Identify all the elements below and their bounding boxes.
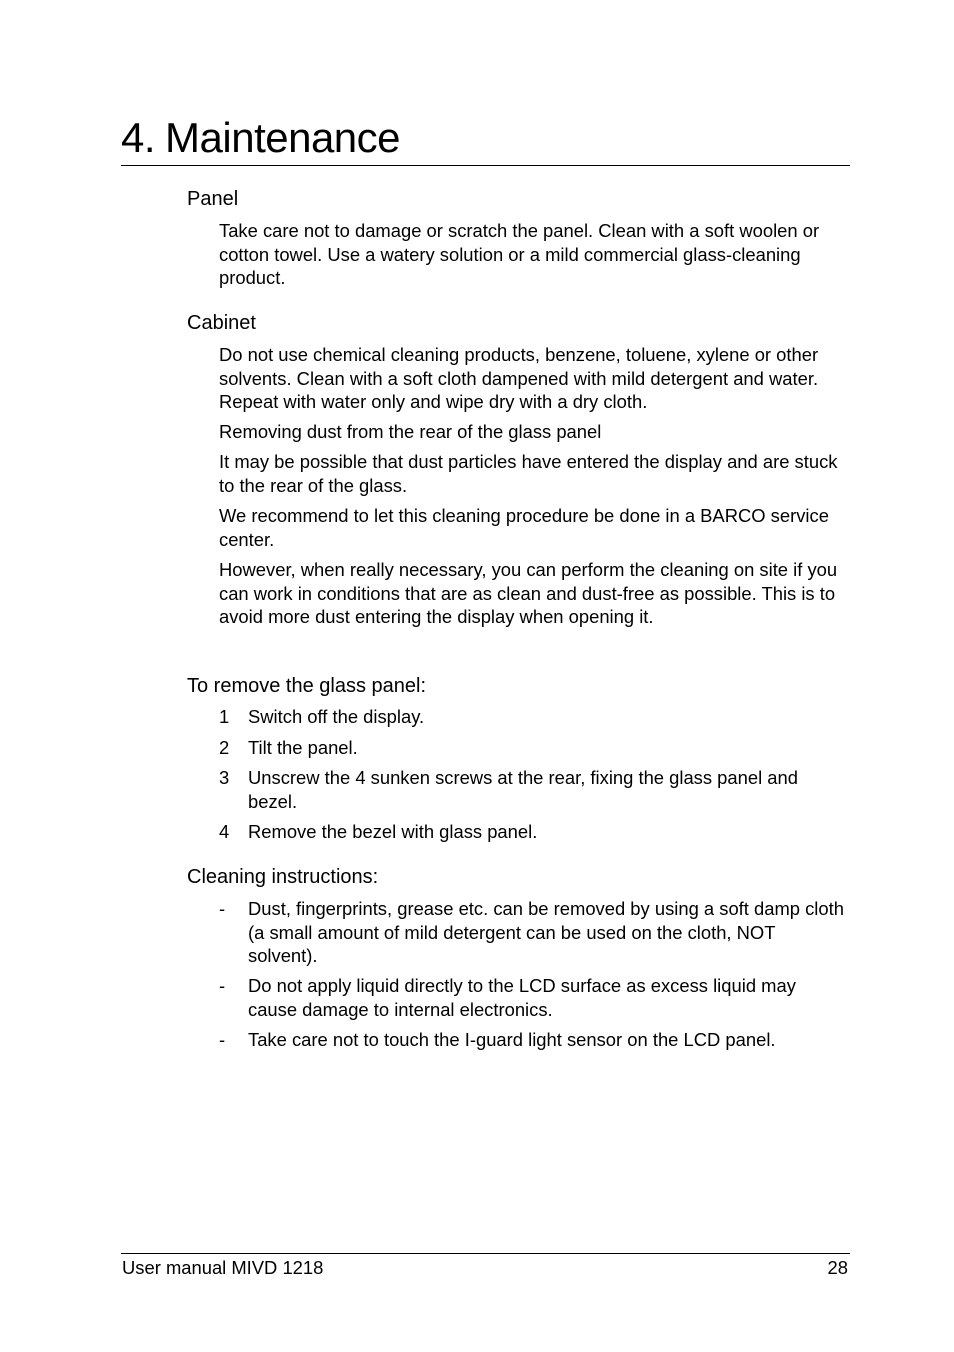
chapter-title xyxy=(121,112,400,164)
bullet-text: Do not apply liquid directly to the LCD surface as excess liquid may cause damage to internal electronics. xyxy=(248,975,796,1020)
section-heading-cleaning: Cleaning instructions: xyxy=(187,866,379,888)
list-item-bullet-3 xyxy=(219,1028,849,1052)
bullet-dash: - xyxy=(219,975,226,996)
title-divider xyxy=(121,165,850,166)
bullet-dash: - xyxy=(219,898,226,919)
list-item-step-4 xyxy=(219,820,849,844)
list-item-bullet-1 xyxy=(219,897,849,968)
cabinet-paragraph-5: However, when really necessary, you can perform the cleaning on site if you can work in conditions that are as clean and dust-free as possible. This is to avoid more dust entering the display when opening it. xyxy=(219,559,838,627)
cabinet-paragraph-4: We recommend to let this cleaning procedure be done in a BARCO service center. xyxy=(219,505,829,550)
footer-manual-name: User manual MIVD 1218 xyxy=(122,1257,324,1278)
section-heading-remove-glass: To remove the glass panel: xyxy=(187,675,427,697)
bullet-text: Dust, fingerprints, grease etc. can be removed by using a soft damp cloth (a small amount of mild detergent can be used on the cloth, NOT solvent). xyxy=(248,898,844,966)
page-number: 28 xyxy=(827,1257,848,1278)
list-item-step-1 xyxy=(219,705,849,729)
cabinet-paragraph-3: It may be possible that dust particles have entered the display and are stuck to the rear of the glass. xyxy=(219,451,838,496)
list-item-step-2 xyxy=(219,736,849,760)
step-number: 3 xyxy=(219,767,230,788)
step-text: Remove the bezel with glass panel. xyxy=(248,821,538,842)
bullet-dash: - xyxy=(219,1029,226,1050)
cabinet-paragraph-1: Do not use chemical cleaning products, benzene, toluene, xylene or other solvents. Clean with a soft cloth dampened with mild detergent and water. Repeat with water only and wipe dry with a dry cloth. xyxy=(219,344,819,412)
panel-paragraph: Take care not to damage or scratch the panel. Clean with a soft woolen or cotton towel. Use a watery solution or a mild commercial glass-cleaning product. xyxy=(219,220,820,288)
list-item-bullet-2 xyxy=(219,974,849,1021)
step-number: 2 xyxy=(219,737,230,758)
section-heading-panel: Panel xyxy=(187,188,239,210)
step-text: Tilt the panel. xyxy=(248,737,358,758)
section-heading-cabinet: Cabinet xyxy=(187,312,256,334)
list-item-step-3 xyxy=(219,766,849,813)
footer-divider xyxy=(121,1253,850,1254)
chapter-title-text: Maintenance xyxy=(165,114,401,161)
bullet-text: Take care not to touch the I-guard light sensor on the LCD panel. xyxy=(248,1029,776,1050)
step-text: Unscrew the 4 sunken screws at the rear, fixing the glass panel and bezel. xyxy=(248,767,798,812)
cabinet-paragraph-2: Removing dust from the rear of the glass panel xyxy=(219,421,602,442)
chapter-number: 4. xyxy=(121,114,156,161)
step-text: Switch off the display. xyxy=(248,706,425,727)
step-number: 4 xyxy=(219,821,230,842)
step-number: 1 xyxy=(219,706,230,727)
